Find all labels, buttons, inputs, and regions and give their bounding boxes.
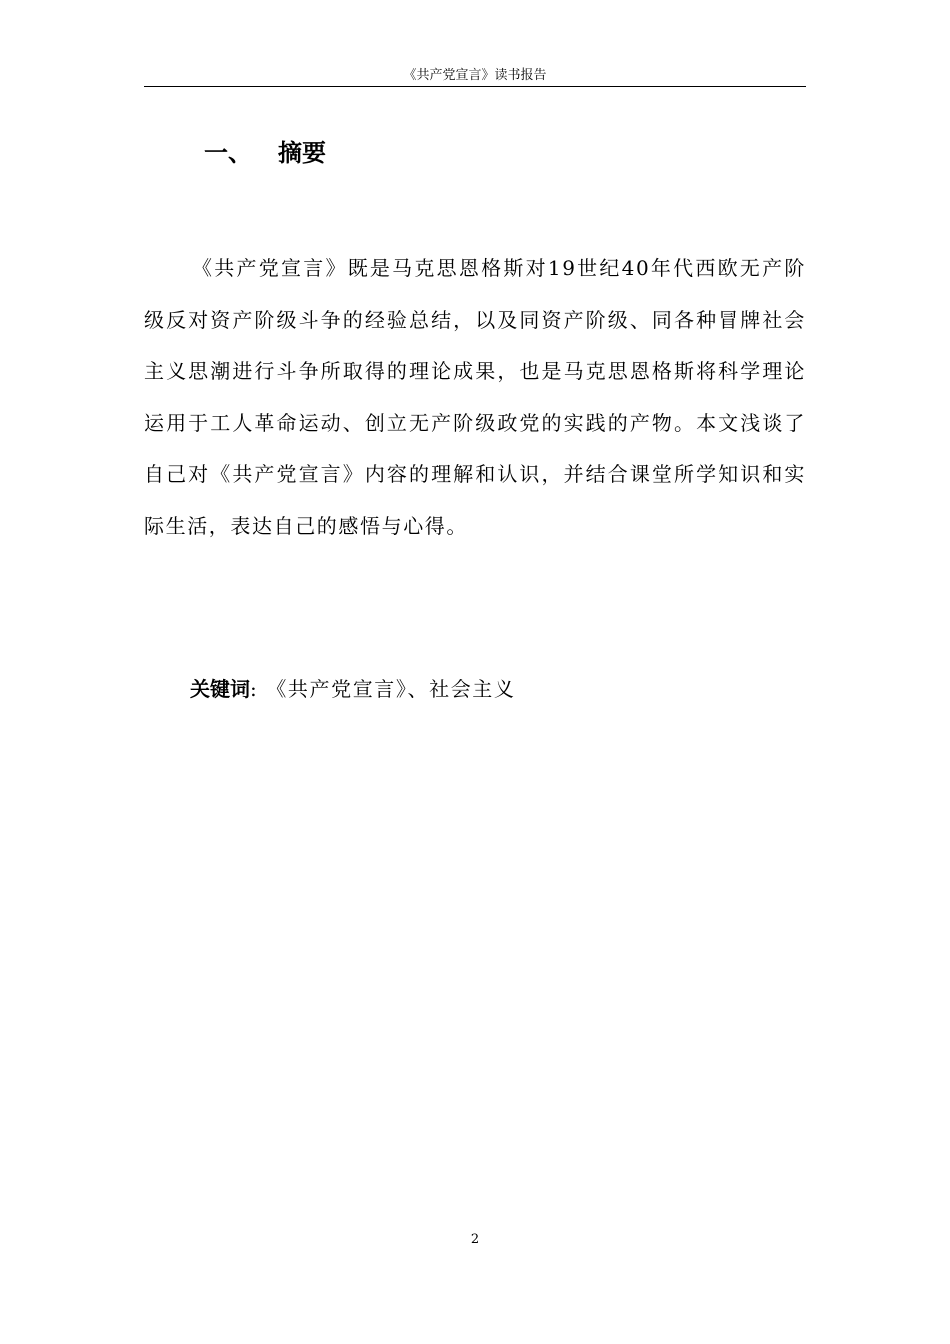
page-header [144, 66, 806, 87]
page-number: 2 [470, 1232, 480, 1247]
section-title: 摘要 [278, 139, 326, 167]
section-heading [204, 133, 326, 173]
keywords-value: 《共产党宣言》、社会主义 [266, 677, 516, 701]
keywords-separator: : [250, 677, 259, 701]
abstract-paragraph: 《共产党宣言》既是马克思恩格斯对19世纪40年代西欧无产阶级反对资产阶级斗争的经验总结，以及同资产阶级、同各种冒牌社会主义思潮进行斗争所取得的理论成果，也是马克思恩格斯将科学理论运用于工人革命运动、创立无产阶级政党的实践的产物。本文浅谈了自己对《共产党宣言》内容的理解和认识，并结合课堂所学知识和实际生活，表达自己的感悟与心得。 [144, 256, 806, 538]
keywords-line [190, 672, 516, 706]
keywords-label: 关键词 [190, 677, 250, 701]
header-title: 《共产党宣言》读书报告 [403, 68, 547, 83]
section-number: 一、 [204, 139, 252, 167]
